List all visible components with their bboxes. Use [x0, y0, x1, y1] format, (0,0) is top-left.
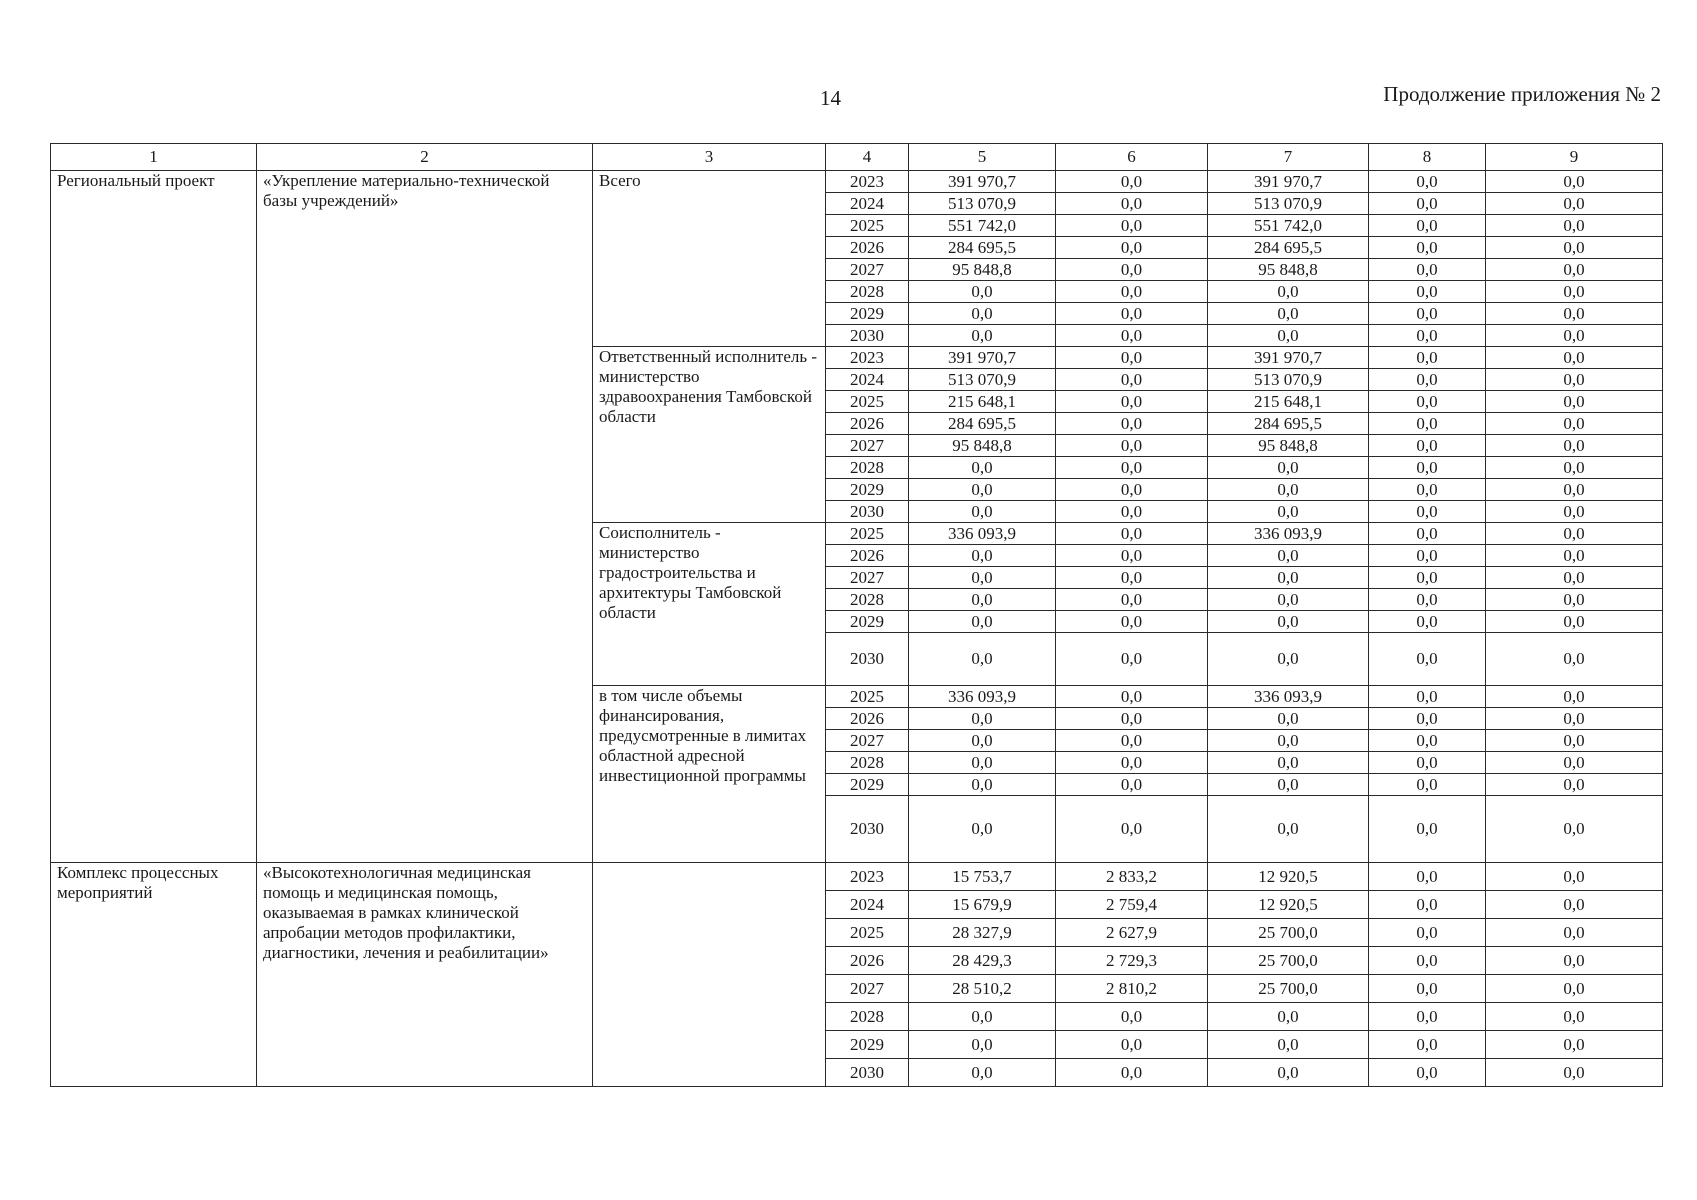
year-cell: 2029	[826, 479, 909, 501]
amount-cell: 336 093,9	[909, 523, 1056, 545]
amount-cell: 0,0	[1056, 171, 1208, 193]
amount-cell: 0,0	[1056, 708, 1208, 730]
column-number-row	[51, 144, 1663, 171]
amount-cell: 0,0	[1208, 325, 1369, 347]
amount-cell: 0,0	[1208, 752, 1369, 774]
amount-cell: 0,0	[1369, 523, 1486, 545]
funding-source-label: Ответственный исполнитель - министерство здравоохранения Тамбовской области	[593, 347, 826, 523]
table-row	[51, 171, 1663, 193]
amount-cell: 0,0	[909, 479, 1056, 501]
year-cell: 2028	[826, 281, 909, 303]
year-cell: 2026	[826, 545, 909, 567]
amount-cell: 0,0	[1208, 1003, 1369, 1031]
amount-cell: 12 920,5	[1208, 891, 1369, 919]
column-header: 7	[1208, 144, 1369, 171]
amount-cell: 0,0	[1369, 281, 1486, 303]
amount-cell: 0,0	[1369, 171, 1486, 193]
amount-cell: 0,0	[1056, 686, 1208, 708]
appendix-continuation-label: Продолжение приложения № 2	[1383, 82, 1661, 106]
amount-cell: 0,0	[1369, 391, 1486, 413]
amount-cell: 0,0	[1369, 347, 1486, 369]
section-type: Комплекс процессных мероприятий	[51, 863, 257, 1087]
amount-cell: 0,0	[1369, 1003, 1486, 1031]
amount-cell: 0,0	[1056, 545, 1208, 567]
amount-cell: 0,0	[1369, 774, 1486, 796]
amount-cell: 0,0	[1056, 774, 1208, 796]
year-cell: 2029	[826, 1031, 909, 1059]
amount-cell: 28 327,9	[909, 919, 1056, 947]
amount-cell: 0,0	[909, 325, 1056, 347]
amount-cell: 551 742,0	[909, 215, 1056, 237]
amount-cell: 0,0	[1486, 891, 1663, 919]
amount-cell: 2 759,4	[1056, 891, 1208, 919]
amount-cell: 513 070,9	[909, 369, 1056, 391]
amount-cell: 0,0	[1486, 1003, 1663, 1031]
amount-cell: 0,0	[1486, 369, 1663, 391]
funding-source-label: Соисполнитель - министерство градостроительства и архитектуры Тамбовской области	[593, 523, 826, 686]
amount-cell: 0,0	[1056, 457, 1208, 479]
amount-cell: 0,0	[1056, 369, 1208, 391]
amount-cell: 513 070,9	[1208, 369, 1369, 391]
amount-cell: 284 695,5	[1208, 237, 1369, 259]
amount-cell: 0,0	[1208, 633, 1369, 686]
year-cell: 2029	[826, 774, 909, 796]
amount-cell: 0,0	[1486, 633, 1663, 686]
section-title: «Высокотехнологичная медицинская помощь и медицинская помощь, оказываемая в рамках клинической апробации методов профилактики, диагностики, лечения и реабилитации»	[257, 863, 593, 1087]
amount-cell: 0,0	[1369, 611, 1486, 633]
amount-cell: 0,0	[1369, 919, 1486, 947]
year-cell: 2025	[826, 686, 909, 708]
year-cell: 2027	[826, 435, 909, 457]
amount-cell: 0,0	[1208, 479, 1369, 501]
amount-cell: 0,0	[1056, 633, 1208, 686]
amount-cell: 0,0	[1056, 193, 1208, 215]
amount-cell: 25 700,0	[1208, 919, 1369, 947]
amount-cell: 0,0	[1208, 281, 1369, 303]
amount-cell: 0,0	[909, 774, 1056, 796]
amount-cell: 0,0	[1486, 523, 1663, 545]
amount-cell: 0,0	[1369, 567, 1486, 589]
year-cell: 2028	[826, 457, 909, 479]
amount-cell: 0,0	[1208, 1031, 1369, 1059]
amount-cell: 0,0	[1486, 391, 1663, 413]
column-header: 1	[51, 144, 257, 171]
amount-cell: 391 970,7	[1208, 347, 1369, 369]
amount-cell: 0,0	[1208, 545, 1369, 567]
amount-cell: 0,0	[1369, 1059, 1486, 1087]
year-cell: 2027	[826, 975, 909, 1003]
year-cell: 2025	[826, 919, 909, 947]
amount-cell: 0,0	[1056, 413, 1208, 435]
amount-cell: 0,0	[1486, 501, 1663, 523]
amount-cell: 0,0	[1369, 863, 1486, 891]
amount-cell: 0,0	[1056, 237, 1208, 259]
column-header: 3	[593, 144, 826, 171]
amount-cell: 15 753,7	[909, 863, 1056, 891]
amount-cell: 0,0	[909, 567, 1056, 589]
amount-cell: 0,0	[1056, 1031, 1208, 1059]
year-cell: 2030	[826, 633, 909, 686]
year-cell: 2023	[826, 171, 909, 193]
amount-cell: 0,0	[1056, 1059, 1208, 1087]
column-header: 5	[909, 144, 1056, 171]
section-title: «Укрепление материально-технической базы учреждений»	[257, 171, 593, 863]
amount-cell: 0,0	[1369, 435, 1486, 457]
amount-cell: 95 848,8	[1208, 259, 1369, 281]
amount-cell: 0,0	[1056, 752, 1208, 774]
amount-cell: 0,0	[1208, 708, 1369, 730]
amount-cell: 0,0	[1369, 479, 1486, 501]
amount-cell: 0,0	[1486, 479, 1663, 501]
amount-cell: 0,0	[1486, 1059, 1663, 1087]
funding-source-label	[593, 863, 826, 1087]
amount-cell: 28 510,2	[909, 975, 1056, 1003]
year-cell: 2027	[826, 567, 909, 589]
amount-cell: 0,0	[1486, 686, 1663, 708]
amount-cell: 25 700,0	[1208, 947, 1369, 975]
amount-cell: 0,0	[1056, 391, 1208, 413]
column-header: 9	[1486, 144, 1663, 171]
year-cell: 2028	[826, 589, 909, 611]
amount-cell: 95 848,8	[909, 435, 1056, 457]
amount-cell: 12 920,5	[1208, 863, 1369, 891]
amount-cell: 0,0	[909, 752, 1056, 774]
amount-cell: 95 848,8	[909, 259, 1056, 281]
amount-cell: 0,0	[1208, 611, 1369, 633]
page-number: 14	[820, 86, 841, 110]
amount-cell: 0,0	[1056, 435, 1208, 457]
amount-cell: 0,0	[909, 611, 1056, 633]
amount-cell: 0,0	[1486, 193, 1663, 215]
amount-cell: 391 970,7	[1208, 171, 1369, 193]
amount-cell: 284 695,5	[909, 413, 1056, 435]
amount-cell: 0,0	[1369, 708, 1486, 730]
year-cell: 2030	[826, 325, 909, 347]
year-cell: 2026	[826, 708, 909, 730]
year-cell: 2030	[826, 501, 909, 523]
amount-cell: 0,0	[909, 589, 1056, 611]
amount-cell: 0,0	[909, 1031, 1056, 1059]
year-cell: 2027	[826, 730, 909, 752]
amount-cell: 0,0	[1486, 281, 1663, 303]
amount-cell: 0,0	[1056, 1003, 1208, 1031]
amount-cell: 0,0	[1486, 325, 1663, 347]
amount-cell: 0,0	[1486, 413, 1663, 435]
amount-cell: 0,0	[1369, 369, 1486, 391]
amount-cell: 0,0	[1369, 501, 1486, 523]
amount-cell: 391 970,7	[909, 347, 1056, 369]
amount-cell: 0,0	[1369, 730, 1486, 752]
amount-cell: 0,0	[1369, 215, 1486, 237]
amount-cell: 2 729,3	[1056, 947, 1208, 975]
amount-cell: 0,0	[909, 501, 1056, 523]
amount-cell: 0,0	[1056, 281, 1208, 303]
amount-cell: 0,0	[1056, 501, 1208, 523]
amount-cell: 513 070,9	[1208, 193, 1369, 215]
amount-cell: 0,0	[1369, 193, 1486, 215]
year-cell: 2028	[826, 1003, 909, 1031]
amount-cell: 0,0	[909, 708, 1056, 730]
amount-cell: 0,0	[1056, 611, 1208, 633]
amount-cell: 95 848,8	[1208, 435, 1369, 457]
amount-cell: 0,0	[1208, 774, 1369, 796]
amount-cell: 0,0	[1486, 567, 1663, 589]
amount-cell: 2 627,9	[1056, 919, 1208, 947]
amount-cell: 0,0	[1369, 947, 1486, 975]
year-cell: 2024	[826, 891, 909, 919]
amount-cell: 215 648,1	[1208, 391, 1369, 413]
amount-cell: 0,0	[1056, 567, 1208, 589]
financing-table	[50, 143, 1663, 1087]
amount-cell: 0,0	[1486, 545, 1663, 567]
amount-cell: 0,0	[1486, 259, 1663, 281]
amount-cell: 551 742,0	[1208, 215, 1369, 237]
amount-cell: 0,0	[1208, 501, 1369, 523]
amount-cell: 0,0	[1486, 215, 1663, 237]
amount-cell: 0,0	[1208, 457, 1369, 479]
section-type: Региональный проект	[51, 171, 257, 863]
amount-cell: 0,0	[909, 1003, 1056, 1031]
amount-cell: 336 093,9	[909, 686, 1056, 708]
amount-cell: 0,0	[1486, 730, 1663, 752]
amount-cell: 15 679,9	[909, 891, 1056, 919]
amount-cell: 0,0	[1369, 259, 1486, 281]
amount-cell: 0,0	[1056, 730, 1208, 752]
amount-cell: 0,0	[1056, 589, 1208, 611]
amount-cell: 0,0	[1486, 919, 1663, 947]
amount-cell: 0,0	[1486, 796, 1663, 863]
amount-cell: 0,0	[1486, 347, 1663, 369]
amount-cell: 0,0	[1056, 259, 1208, 281]
amount-cell: 0,0	[1056, 523, 1208, 545]
year-cell: 2026	[826, 413, 909, 435]
amount-cell: 0,0	[1056, 325, 1208, 347]
amount-cell: 0,0	[1369, 589, 1486, 611]
table-row	[51, 863, 1663, 891]
amount-cell: 2 810,2	[1056, 975, 1208, 1003]
funding-source-label: Всего	[593, 171, 826, 347]
amount-cell: 0,0	[1486, 303, 1663, 325]
year-cell: 2024	[826, 369, 909, 391]
year-cell: 2029	[826, 303, 909, 325]
year-cell: 2026	[826, 237, 909, 259]
amount-cell: 0,0	[1369, 413, 1486, 435]
amount-cell: 0,0	[1056, 215, 1208, 237]
amount-cell: 0,0	[1486, 774, 1663, 796]
amount-cell: 0,0	[1369, 633, 1486, 686]
amount-cell: 336 093,9	[1208, 686, 1369, 708]
year-cell: 2030	[826, 796, 909, 863]
amount-cell: 0,0	[1369, 686, 1486, 708]
year-cell: 2030	[826, 1059, 909, 1087]
amount-cell: 25 700,0	[1208, 975, 1369, 1003]
amount-cell: 215 648,1	[909, 391, 1056, 413]
amount-cell: 0,0	[1369, 545, 1486, 567]
amount-cell: 0,0	[1369, 975, 1486, 1003]
amount-cell: 0,0	[909, 796, 1056, 863]
amount-cell: 284 695,5	[909, 237, 1056, 259]
column-header: 6	[1056, 144, 1208, 171]
column-header: 8	[1369, 144, 1486, 171]
column-header: 4	[826, 144, 909, 171]
year-cell: 2026	[826, 947, 909, 975]
amount-cell: 0,0	[909, 457, 1056, 479]
year-cell: 2025	[826, 523, 909, 545]
amount-cell: 0,0	[1369, 1031, 1486, 1059]
amount-cell: 0,0	[909, 1059, 1056, 1087]
amount-cell: 0,0	[909, 303, 1056, 325]
amount-cell: 0,0	[1486, 589, 1663, 611]
amount-cell: 0,0	[1208, 589, 1369, 611]
amount-cell: 0,0	[1369, 237, 1486, 259]
amount-cell: 0,0	[909, 545, 1056, 567]
amount-cell: 0,0	[1208, 303, 1369, 325]
year-cell: 2028	[826, 752, 909, 774]
amount-cell: 0,0	[1369, 891, 1486, 919]
year-cell: 2023	[826, 863, 909, 891]
amount-cell: 0,0	[1486, 1031, 1663, 1059]
amount-cell: 0,0	[1369, 457, 1486, 479]
table-body	[51, 171, 1663, 1087]
amount-cell: 2 833,2	[1056, 863, 1208, 891]
amount-cell: 0,0	[1208, 796, 1369, 863]
funding-source-label: в том числе объемы финансирования, предусмотренные в лимитах областной адресной инвестиционной программы	[593, 686, 826, 863]
amount-cell: 0,0	[1056, 347, 1208, 369]
amount-cell: 336 093,9	[1208, 523, 1369, 545]
amount-cell: 0,0	[1486, 457, 1663, 479]
amount-cell: 0,0	[1369, 752, 1486, 774]
amount-cell: 28 429,3	[909, 947, 1056, 975]
amount-cell: 391 970,7	[909, 171, 1056, 193]
amount-cell: 0,0	[1208, 567, 1369, 589]
amount-cell: 0,0	[1486, 975, 1663, 1003]
amount-cell: 0,0	[1369, 303, 1486, 325]
amount-cell: 0,0	[1486, 435, 1663, 457]
amount-cell: 0,0	[909, 730, 1056, 752]
amount-cell: 0,0	[1486, 171, 1663, 193]
column-header: 2	[257, 144, 593, 171]
amount-cell: 0,0	[1208, 730, 1369, 752]
amount-cell: 0,0	[1486, 752, 1663, 774]
amount-cell: 0,0	[1486, 947, 1663, 975]
amount-cell: 0,0	[1369, 796, 1486, 863]
year-cell: 2025	[826, 391, 909, 413]
amount-cell: 0,0	[1486, 708, 1663, 730]
amount-cell: 0,0	[1486, 237, 1663, 259]
year-cell: 2024	[826, 193, 909, 215]
amount-cell: 0,0	[909, 633, 1056, 686]
amount-cell: 0,0	[909, 281, 1056, 303]
amount-cell: 0,0	[1056, 479, 1208, 501]
year-cell: 2023	[826, 347, 909, 369]
amount-cell: 0,0	[1056, 303, 1208, 325]
amount-cell: 0,0	[1486, 863, 1663, 891]
year-cell: 2029	[826, 611, 909, 633]
year-cell: 2025	[826, 215, 909, 237]
amount-cell: 0,0	[1056, 796, 1208, 863]
amount-cell: 284 695,5	[1208, 413, 1369, 435]
year-cell: 2027	[826, 259, 909, 281]
amount-cell: 513 070,9	[909, 193, 1056, 215]
amount-cell: 0,0	[1208, 1059, 1369, 1087]
amount-cell: 0,0	[1369, 325, 1486, 347]
amount-cell: 0,0	[1486, 611, 1663, 633]
